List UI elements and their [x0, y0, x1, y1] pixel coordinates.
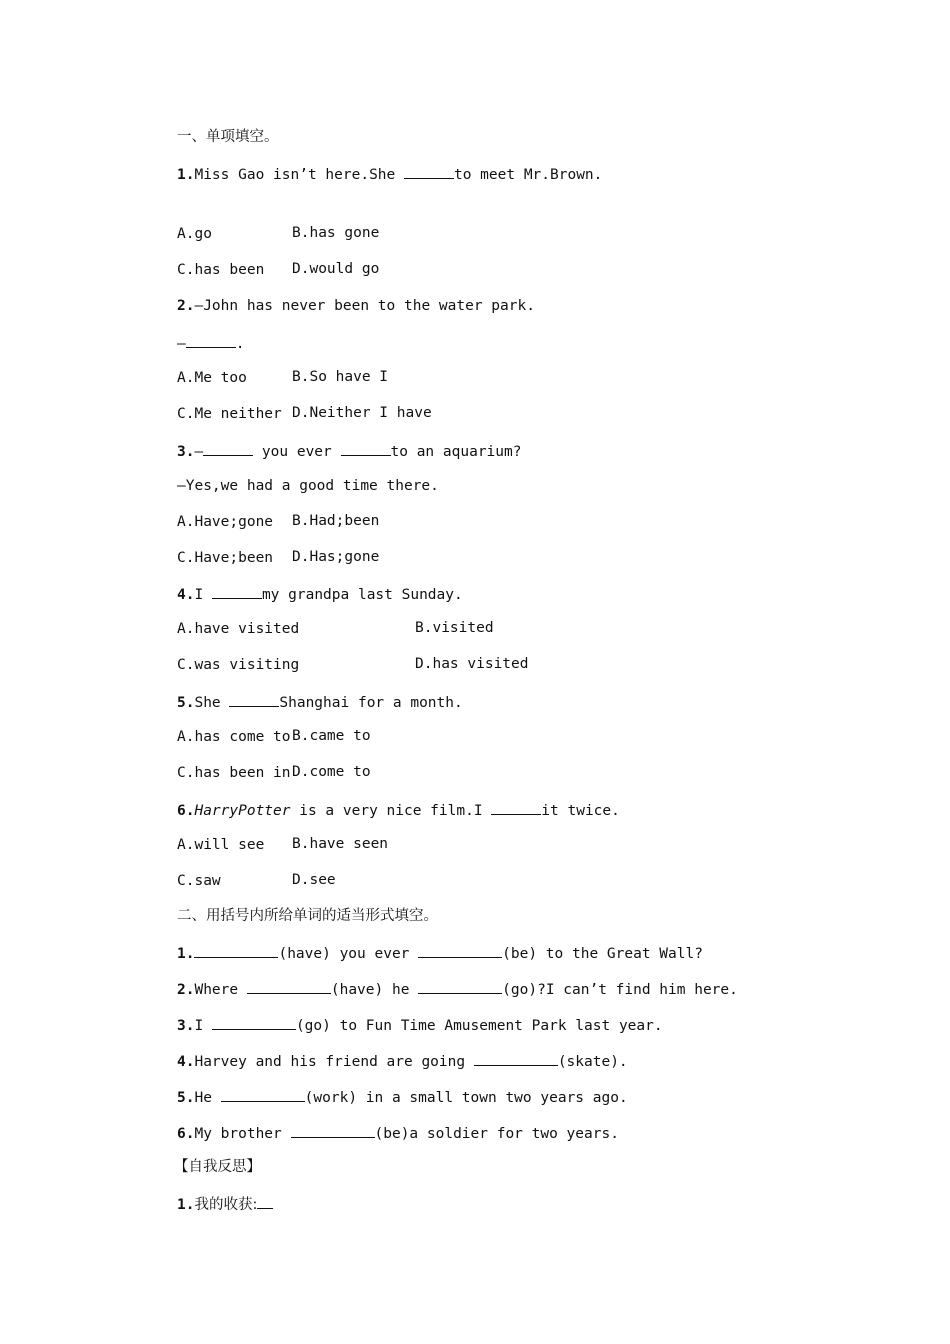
answer-blank[interactable] — [203, 441, 253, 456]
answer-blank[interactable] — [194, 943, 278, 958]
answer-blank[interactable] — [491, 800, 541, 815]
option-c[interactable]: C.has been — [177, 262, 265, 278]
fill-question-1: 1. (have) you ever (be) to the Great Wall? — [177, 943, 703, 963]
question-number: 3. — [177, 444, 195, 460]
option-b[interactable]: B.have seen — [292, 836, 389, 852]
question-6: 6.HarryPotter is a very nice film.I it twice. — [177, 800, 620, 820]
answer-blank[interactable] — [229, 692, 279, 707]
fill-question-4: 4.Harvey and his friend are going (skate). — [177, 1051, 628, 1071]
option-a[interactable]: A.will see — [177, 837, 265, 853]
question-number: 4. — [177, 1054, 195, 1070]
option-c[interactable]: C.was visiting — [177, 657, 300, 673]
question-number: 2. — [177, 982, 195, 998]
question-number: 6. — [177, 1126, 195, 1142]
option-b[interactable]: B.Had;been — [292, 513, 380, 529]
section1-title: 一、单项填空。 — [177, 129, 279, 145]
answer-blank[interactable] — [247, 979, 331, 994]
fill-question-2: 2.Where (have) he (go)?I can’t find him here. — [177, 979, 738, 999]
question-4: 4.I my grandpa last Sunday. — [177, 584, 463, 604]
question-5: 5.She Shanghai for a month. — [177, 692, 463, 712]
option-a[interactable]: A.Have;gone — [177, 514, 274, 530]
fill-question-3: 3.I (go) to Fun Time Amusement Park last year. — [177, 1015, 663, 1035]
option-b[interactable]: B.So have I — [292, 369, 389, 385]
answer-blank[interactable] — [341, 441, 391, 456]
question-number: 6. — [177, 803, 195, 819]
options-row — [177, 225, 212, 243]
question-2: 2.—John has never been to the water park. — [177, 298, 535, 314]
question-number: 1. — [177, 946, 195, 962]
answer-blank[interactable] — [404, 164, 454, 179]
option-b[interactable]: B.visited — [415, 620, 494, 636]
film-title: HarryPotter — [194, 803, 291, 819]
answer-blank[interactable] — [186, 333, 236, 348]
option-c[interactable]: C.Me neither — [177, 406, 282, 422]
question-number: 5. — [177, 1090, 195, 1106]
option-c[interactable]: C.Have;been — [177, 550, 274, 566]
option-a[interactable]: A.have visited — [177, 621, 300, 637]
fill-question-6: 6.My brother (be)a soldier for two years. — [177, 1123, 619, 1143]
reflection-title: 【自我反思】 — [174, 1159, 261, 1175]
option-b[interactable]: B.has gone — [292, 225, 380, 241]
option-d[interactable]: D.see — [292, 872, 336, 888]
question-3-reply: —Yes,we had a good time there. — [177, 478, 439, 494]
question-3: 3.— you ever to an aquarium? — [177, 441, 521, 461]
section2-title: 二、用括号内所给单词的适当形式填空。 — [177, 908, 438, 924]
option-a[interactable]: A.Me too — [177, 370, 247, 386]
option-d[interactable]: D.would go — [292, 261, 380, 277]
reflection-item-1: 1.我的收获: — [177, 1194, 273, 1214]
question-2-reply: — . — [177, 333, 244, 353]
item-number: 1. — [177, 1197, 195, 1213]
question-number: 4. — [177, 587, 195, 603]
answer-blank[interactable] — [291, 1123, 375, 1138]
option-c[interactable]: C.saw — [177, 873, 221, 889]
option-a[interactable]: A.go — [177, 226, 212, 242]
option-d[interactable]: D.come to — [292, 764, 371, 780]
option-d[interactable]: D.Has;gone — [292, 549, 380, 565]
option-c[interactable]: C.has been in — [177, 765, 291, 781]
question-number: 1. — [177, 167, 195, 183]
answer-blank[interactable] — [418, 979, 502, 994]
fill-question-5: 5.He (work) in a small town two years ago. — [177, 1087, 628, 1107]
option-d[interactable]: D.has visited — [415, 656, 529, 672]
answer-blank[interactable] — [212, 584, 262, 599]
answer-blank[interactable] — [474, 1051, 558, 1066]
option-a[interactable]: A.has come to — [177, 729, 291, 745]
option-d[interactable]: D.Neither I have — [292, 405, 432, 421]
answer-blank[interactable] — [418, 943, 502, 958]
question-number: 5. — [177, 695, 195, 711]
question-1: 1.Miss Gao isn’t here.She to meet Mr.Brown. — [177, 164, 602, 184]
option-b[interactable]: B.came to — [292, 728, 371, 744]
question-number: 3. — [177, 1018, 195, 1034]
answer-blank[interactable] — [257, 1194, 273, 1209]
answer-blank[interactable] — [212, 1015, 296, 1030]
answer-blank[interactable] — [221, 1087, 305, 1102]
question-number: 2. — [177, 298, 195, 314]
